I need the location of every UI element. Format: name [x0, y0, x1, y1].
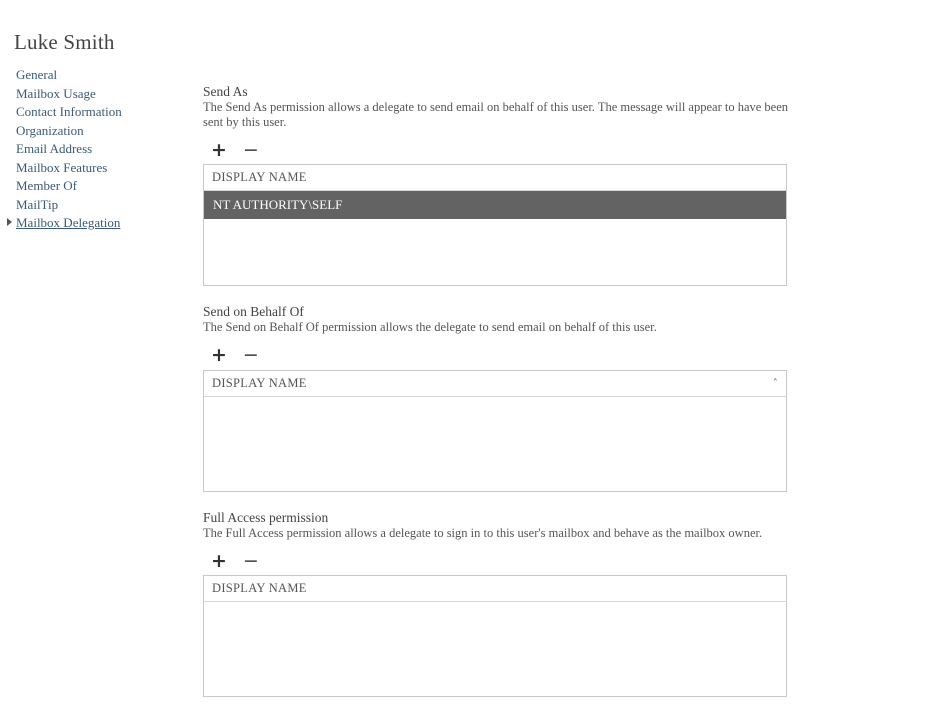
full-access-list-body	[204, 602, 786, 697]
full-access-title: Full Access permission	[203, 509, 329, 525]
send-as-add-button[interactable]: +	[211, 138, 227, 161]
sidebar-item-member-of[interactable]: Member Of	[16, 178, 78, 193]
send-as-remove-button[interactable]: −	[242, 138, 259, 161]
send-as-list-header[interactable]	[204, 165, 786, 191]
send-on-behalf-list-header[interactable]	[204, 371, 786, 397]
sidebar-item-email-address[interactable]: Email Address	[16, 141, 93, 156]
full-access-add-button[interactable]: +	[211, 549, 227, 572]
send-on-behalf-add-button[interactable]: +	[211, 344, 227, 366]
send-as-column-display-name: DISPLAY NAME	[212, 170, 307, 184]
full-access-list[interactable]	[203, 575, 787, 697]
send-on-behalf-title: Send on Behalf Of	[203, 304, 304, 319]
send-on-behalf-list-empty-area	[204, 397, 786, 492]
send-on-behalf-remove-button[interactable]: −	[242, 344, 259, 366]
page-title: Luke Smith	[14, 30, 115, 55]
sidebar-item-mailtip[interactable]: MailTip	[16, 196, 59, 212]
sidebar-nav	[16, 66, 186, 233]
sort-ascending-icon[interactable]: ˄	[772, 377, 778, 389]
sidebar-item-general[interactable]: General	[16, 67, 58, 82]
spacer-2	[203, 492, 803, 510]
send-on-behalf-column-display-name: DISPLAY NAME	[212, 375, 307, 390]
send-as-list[interactable]	[203, 164, 787, 286]
sidebar-item-contact-information[interactable]: Contact Information	[16, 104, 122, 119]
full-access-toolbar	[203, 547, 803, 575]
full-access-list-header[interactable]	[204, 576, 786, 602]
sidebar-item-label: Mailbox Delegation	[16, 215, 121, 230]
sidebar-item-mailbox-usage[interactable]: Mailbox Usage	[16, 85, 96, 101]
full-access-list-empty-area	[204, 602, 786, 697]
spacer-1	[203, 286, 803, 304]
sidebar-item-mailbox-features[interactable]: Mailbox Features	[16, 159, 108, 175]
table-row[interactable]	[204, 191, 786, 219]
send-as-list-empty-area	[204, 219, 786, 286]
full-access-column-display-name: DISPLAY NAME	[212, 581, 307, 595]
send-on-behalf-description: The Send on Behalf Of permission allows the delegate to send email on behalf of this user.	[203, 320, 657, 334]
send-as-toolbar	[203, 136, 803, 164]
section-full-access	[203, 510, 803, 698]
send-as-description: The Send As permission allows a delegate to send email on behalf of this user. The message will appear to have been sent by this user.	[203, 100, 789, 129]
sidebar-item-mailbox-delegation[interactable]	[16, 214, 186, 233]
sidebar-item-organization[interactable]: Organization	[16, 122, 84, 138]
full-access-remove-button[interactable]: −	[242, 549, 259, 572]
send-on-behalf-list-body	[204, 397, 786, 492]
section-send-on-behalf-of	[203, 304, 803, 492]
main-content	[203, 84, 803, 697]
send-as-title: Send As	[203, 84, 248, 99]
section-send-as	[203, 84, 803, 286]
send-on-behalf-list[interactable]	[203, 370, 787, 492]
send-as-list-body	[204, 191, 786, 286]
send-on-behalf-toolbar	[203, 342, 803, 370]
send-as-row-display-name: NT AUTHORITY\SELF	[213, 197, 343, 212]
caret-right-icon	[7, 218, 12, 226]
full-access-description: The Full Access permission allows a delegate to sign in to this user's mailbox and behave as the mailbox owner.	[203, 525, 763, 540]
